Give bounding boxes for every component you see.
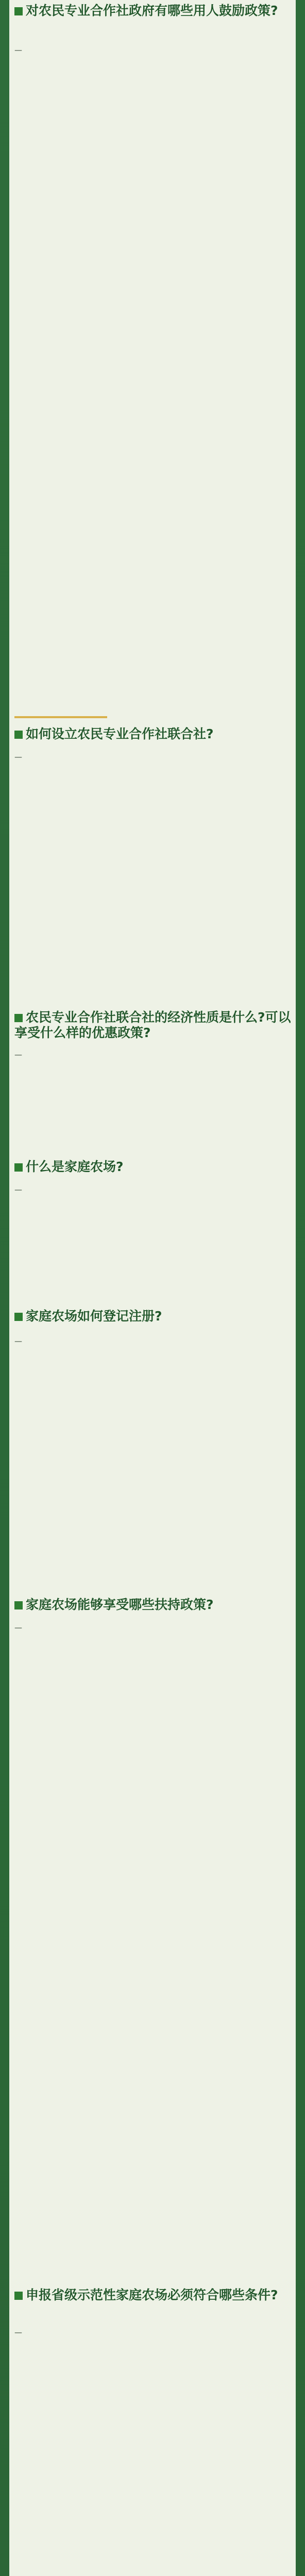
section-body-1: — (14, 45, 22, 55)
section-title-6: 家庭农场能够享受哪些扶持政策? (14, 1597, 293, 1613)
section-body-4: — (14, 1185, 22, 1194)
section-body-3: — (14, 1050, 22, 1059)
section-marker-icon (14, 7, 23, 15)
section-marker-icon (14, 2292, 23, 2300)
content-panel (9, 0, 296, 2576)
section-title-3: 农民专业合作社联合社的经济性质是什么?可以享受什么样的优惠政策? (14, 1010, 291, 1040)
section-body-6: — (14, 1623, 22, 1632)
section-title-4: 什么是家庭农场? (14, 1159, 293, 1175)
section-body-2: — (14, 752, 22, 761)
section-title-5: 家庭农场如何登记注册? (14, 1309, 293, 1324)
section-title-2: 如何设立农民专业合作社联合社? (14, 726, 293, 742)
section-marker-icon (14, 731, 23, 739)
section-title-7: 申报省级示范性家庭农场必须符合哪些条件? (14, 2287, 293, 2303)
section-title-1: 对农民专业合作社政府有哪些用人鼓励政策? (14, 3, 293, 19)
divider (14, 716, 107, 718)
section-marker-icon (14, 1163, 23, 1172)
section-marker-icon (14, 1014, 23, 1022)
section-body-7: — (14, 2328, 22, 2337)
section-body-5: — (14, 1336, 22, 1346)
section-marker-icon (14, 1313, 23, 1321)
section-marker-icon (14, 1601, 23, 1609)
